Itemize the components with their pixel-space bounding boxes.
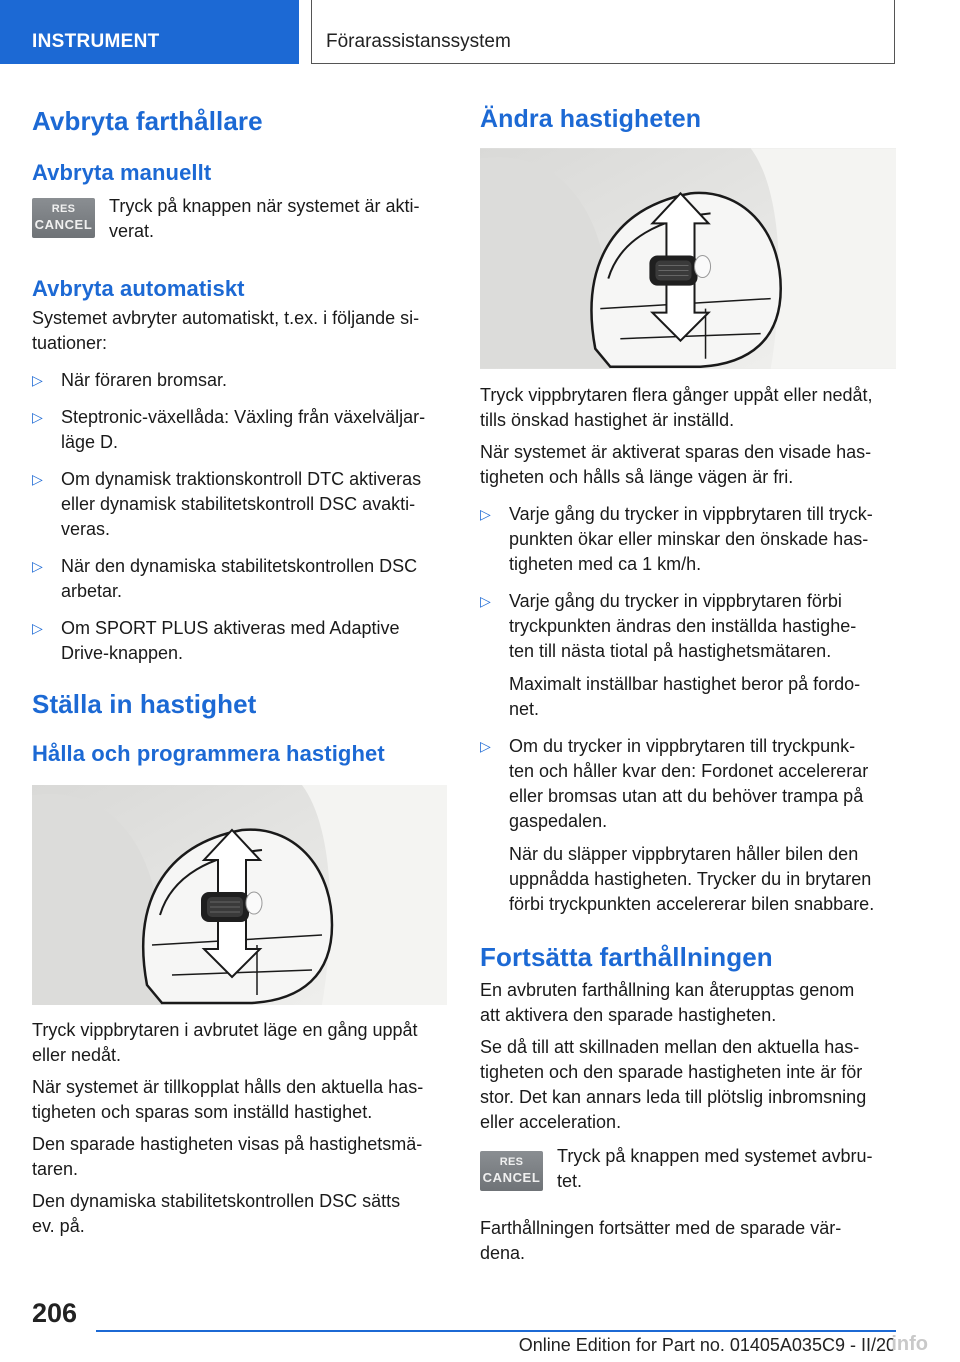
section-tab: INSTRUMENT xyxy=(0,0,299,64)
list-item-note: När du släpper vippbrytaren håller bilen den uppnådda hastigheten. Trycker du in brytaren förbi tryckpunkten accelererar bilen snabbare. xyxy=(509,844,875,914)
cruise-rocker-illustration xyxy=(32,785,447,1005)
res-label: RES xyxy=(499,1156,524,1168)
triangle-bullet-icon: ▷ xyxy=(32,558,43,574)
watermark: info xyxy=(891,1333,928,1355)
triangle-bullet-icon: ▷ xyxy=(32,471,43,487)
res-cancel-row xyxy=(32,198,447,244)
list-item xyxy=(32,467,447,542)
triangle-bullet-icon: ▷ xyxy=(480,506,491,522)
list-item-note: Maximalt inställbar hastighet beror på fordo- net. xyxy=(509,674,861,719)
list-item-text: Varje gång du trycker in vippbrytaren förbi tryckpunkten ändras den inställda hastighe- ten till nästa tiotal på hastighetsmätaren. xyxy=(509,591,857,661)
cancel-label: CANCEL xyxy=(482,1170,541,1185)
res-cancel-icon xyxy=(32,198,95,238)
list-item xyxy=(480,734,896,917)
res-cancel-row xyxy=(480,1146,896,1194)
left-column xyxy=(32,100,447,1239)
topic-tab: Förarassistanssystem xyxy=(311,0,895,64)
triangle-bullet-icon: ▷ xyxy=(32,409,43,425)
auto-list xyxy=(32,368,447,666)
footer-divider xyxy=(96,1330,896,1332)
cruise-rocker-illustration xyxy=(480,148,896,369)
res-cancel-icon xyxy=(480,1151,543,1191)
triangle-bullet-icon: ▷ xyxy=(32,372,43,388)
list-item-text: Om SPORT PLUS aktiveras med Adaptive Drive-knappen. xyxy=(61,618,400,663)
left-p2: När systemet är tillkopplat hålls den aktuella has- tigheten och sparas som inställd hastighet. xyxy=(32,1077,424,1122)
heading-manuellt: Avbryta manuellt xyxy=(32,160,212,185)
heading-automatiskt: Avbryta automatiskt xyxy=(32,276,245,301)
triangle-bullet-icon: ▷ xyxy=(32,620,43,636)
steering-wheel-image xyxy=(32,785,447,1005)
res-label: RES xyxy=(51,203,76,215)
right-p1: Tryck vippbrytaren flera gånger uppåt eller nedåt, tills önskad hastighet är inställd. xyxy=(480,385,873,430)
heading-halla: Hålla och programmera hastighet xyxy=(32,741,385,766)
triangle-bullet-icon: ▷ xyxy=(480,738,491,754)
list-item-text: Varje gång du trycker in vippbrytaren till tryck- punkten ökar eller minskar den önskade has- tigheten med ca 1 km/h. xyxy=(509,504,873,574)
list-item xyxy=(32,405,447,455)
heading-avbryta: Avbryta farthållare xyxy=(32,106,263,136)
list-item xyxy=(480,502,896,577)
list-item xyxy=(480,589,896,722)
heading-stalla: Ställa in hastighet xyxy=(32,689,257,719)
list-item-text: När den dynamiska stabilitetskontrollen DSC arbetar. xyxy=(61,556,418,601)
manuellt-text: Tryck på knappen när systemet är akti- verat. xyxy=(109,196,420,241)
automatiskt-intro: Systemet avbryter automatiskt, t.ex. i följande si- tuationer: xyxy=(32,308,420,353)
andra-list xyxy=(480,502,896,917)
list-item-text: Steptronic-växellåda: Växling från växelväljar- läge D. xyxy=(61,407,426,452)
list-item-text: Om du trycker in vippbrytaren till tryckpunk- ten och håller kvar den: Fordonet accelererar eller bromsas utan att du behöver trampa på gaspedalen. xyxy=(509,736,869,831)
heading-fortsatta: Fortsätta farthållningen xyxy=(480,942,773,972)
list-item xyxy=(32,616,447,666)
heading-andra: Ändra hastigheten xyxy=(480,105,702,133)
list-item-text: Om dynamisk traktionskontroll DTC aktiveras eller dynamisk stabilitetskontroll DSC avakti- veras. xyxy=(61,469,422,539)
right-p4: Se då till att skillnaden mellan den aktuella has- tigheten och den sparade hastigheten inte är för stor. Det kan annars leda till plötslig inbromsning eller acceleration. xyxy=(480,1037,867,1132)
res-text: Tryck på knappen med systemet avbru- tet. xyxy=(557,1146,873,1191)
triangle-bullet-icon: ▷ xyxy=(480,593,491,609)
edition-text: Online Edition for Part no. 01405A035C9 - II/20 xyxy=(518,1335,896,1355)
right-p2: När systemet är aktiverat sparas den visade has- tigheten och hålls så länge vägen är fri. xyxy=(480,442,872,487)
left-p4: Den dynamiska stabilitetskontrollen DSC sätts ev. på. xyxy=(32,1191,401,1236)
list-item xyxy=(32,368,447,393)
right-p5: Farthållningen fortsätter med de sparade vär- dena. xyxy=(480,1218,842,1263)
right-column xyxy=(480,100,896,1266)
left-p3: Den sparade hastigheten visas på hastighetsmä- taren. xyxy=(32,1134,423,1179)
right-p3: En avbruten farthållning kan återupptas genom att aktivera den sparade hastigheten. xyxy=(480,980,855,1025)
page-number: 206 xyxy=(32,1298,78,1328)
steering-wheel-image xyxy=(480,148,896,369)
cancel-label: CANCEL xyxy=(34,217,93,232)
left-p1: Tryck vippbrytaren i avbrutet läge en gång uppåt eller nedåt. xyxy=(32,1020,418,1065)
list-item-text: När föraren bromsar. xyxy=(61,370,228,390)
list-item xyxy=(32,554,447,604)
